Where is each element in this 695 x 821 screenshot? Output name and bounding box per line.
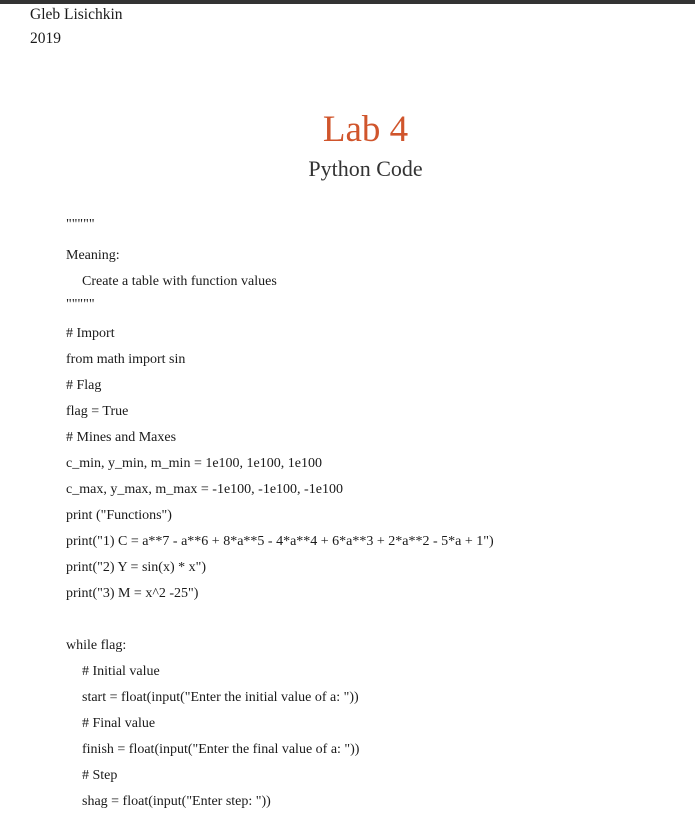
code-line-flag: flag = True xyxy=(66,404,129,419)
top-rule xyxy=(0,0,695,4)
code-line-comment-import: # Import xyxy=(66,326,115,341)
code-line-comment-initial: # Initial value xyxy=(82,664,160,679)
document-title: Lab 4 xyxy=(322,109,409,150)
code-line-description: Create a table with function values xyxy=(82,274,277,289)
code-line-docstring-close: """"" xyxy=(66,297,95,312)
document-year: 2019 xyxy=(30,30,61,47)
code-line-maxes: c_max, y_max, m_max = -1e100, -1e100, -1e100 xyxy=(66,482,343,497)
code-line-print-y: print("2) Y = sin(x) * x") xyxy=(66,560,206,575)
author-name: Gleb Lisichkin xyxy=(30,6,123,23)
code-line-start: start = float(input("Enter the initial value of a: ")) xyxy=(82,690,359,705)
code-line-print-functions: print ("Functions") xyxy=(66,508,172,523)
code-line-while: while flag: xyxy=(66,638,127,653)
code-line-import: from math import sin xyxy=(66,352,186,367)
code-line-comment-final: # Final value xyxy=(82,716,156,731)
code-line-docstring-open: """"" xyxy=(66,217,95,232)
document-subtitle: Python Code xyxy=(308,156,423,181)
code-line-comment-minmax: # Mines and Maxes xyxy=(66,430,177,445)
code-line-print-m: print("3) M = x^2 -25") xyxy=(66,586,199,601)
code-line-finish: finish = float(input("Enter the final value of a: ")) xyxy=(82,742,360,757)
code-line-comment-step: # Step xyxy=(82,768,118,783)
code-line-shag: shag = float(input("Enter step: ")) xyxy=(82,794,271,809)
code-line-mins: c_min, y_min, m_min = 1e100, 1e100, 1e100 xyxy=(66,456,322,471)
code-line-print-c: print("1) C = a**7 - a**6 + 8*a**5 - 4*a**4 + 6*a**3 + 2*a**2 - 5*a + 1") xyxy=(66,534,494,549)
code-line-comment-flag: # Flag xyxy=(66,378,102,393)
code-line-meaning: Meaning: xyxy=(66,248,120,263)
